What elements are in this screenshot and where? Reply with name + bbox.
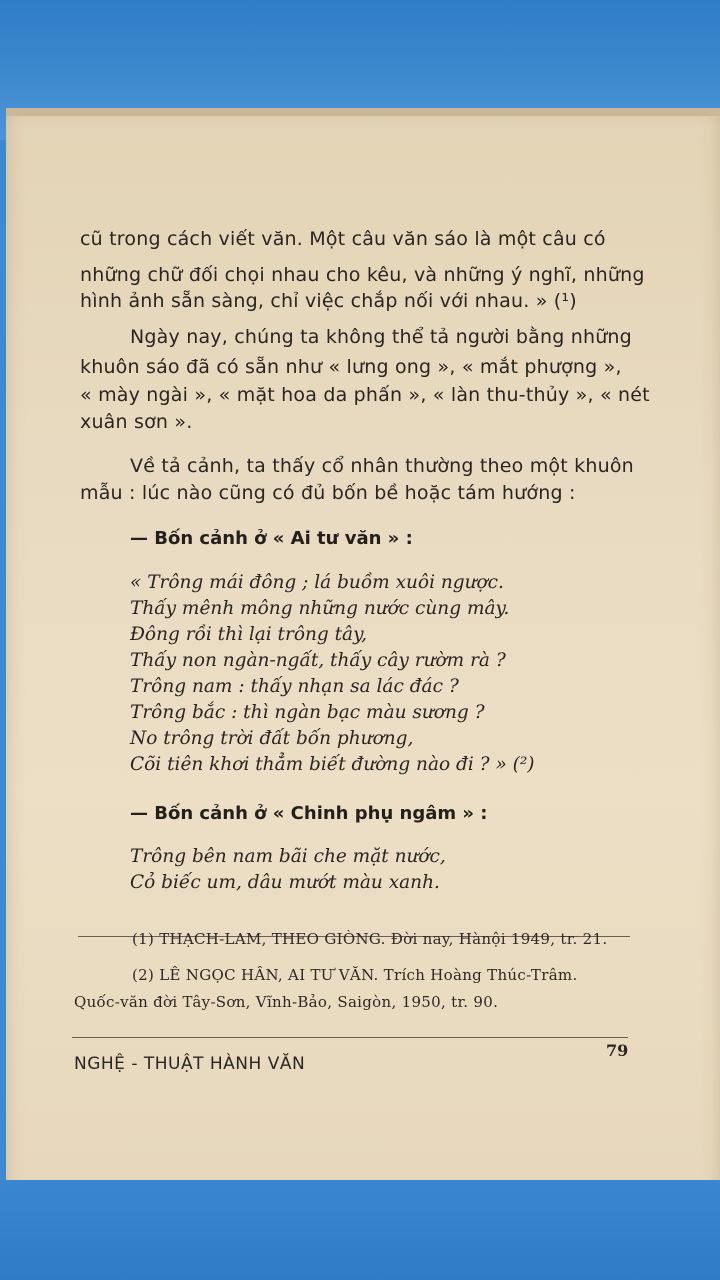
footnote: Quốc-văn đời Tây-Sơn, Vĩnh-Bảo, Saigòn, 1950, tr. 90. bbox=[74, 993, 499, 1011]
paragraph-line: những chữ đối chọi nhau cho kêu, và những ý nghĩ, những bbox=[80, 264, 645, 286]
paragraph-line: khuôn sáo đã có sẵn như « lưng ong », « mắt phượng », bbox=[80, 356, 622, 378]
footnote: (1) THẠCH-LAM, THEO GIÒNG. Đời nay, Hànội 1949, tr. 21. bbox=[132, 930, 608, 948]
verse-line: Đông rồi thì lại trông tây, bbox=[130, 624, 367, 645]
verse-line: Thấy mênh mông những nước cùng mây. bbox=[130, 598, 510, 619]
page-top-edge bbox=[6, 108, 720, 116]
paragraph-line: « mày ngài », « mặt hoa da phấn », « làn thu-thủy », « nét bbox=[80, 384, 650, 406]
verse-line: No trông trời đất bốn phương, bbox=[130, 728, 414, 749]
book-title: NGHỆ - THUẬT HÀNH VĂN bbox=[74, 1054, 306, 1074]
footnote: (2) LÊ NGỌC HÂN, AI TƯ VĂN. Trích Hoàng Thúc-Trâm. bbox=[132, 966, 578, 984]
paragraph-line: mẫu : lúc nào cũng có đủ bốn bề hoặc tám hướng : bbox=[80, 482, 576, 504]
verse-line: Trông bên nam bãi che mặt nước, bbox=[130, 846, 446, 867]
paragraph-line: Về tả cảnh, ta thấy cổ nhân thường theo một khuôn bbox=[130, 455, 634, 477]
section-heading: — Bốn cảnh ở « Ai tư văn » : bbox=[130, 528, 413, 549]
verse-line: Thấy non ngàn-ngất, thấy cây rườm rà ? bbox=[130, 650, 506, 671]
page-number: 79 bbox=[606, 1041, 629, 1060]
verse-line: Cõi tiên khơi thẳm biết đường nào đi ? » (²) bbox=[130, 754, 535, 775]
footer-divider bbox=[72, 1037, 628, 1038]
paragraph-line: Ngày nay, chúng ta không thể tả người bằng những bbox=[130, 326, 632, 348]
verse-line: Trông bắc : thì ngàn bạc màu sương ? bbox=[130, 702, 485, 723]
verse-line: Trông nam : thấy nhạn sa lác đác ? bbox=[130, 676, 459, 697]
verse-line: « Trông mái đông ; lá buồm xuôi ngược. bbox=[130, 572, 504, 593]
section-heading: — Bốn cảnh ở « Chinh phụ ngâm » : bbox=[130, 803, 488, 824]
paragraph-line: xuân sơn ». bbox=[80, 411, 193, 433]
verse-line: Cỏ biếc um, dâu mướt màu xanh. bbox=[130, 872, 440, 893]
paragraph-line: hình ảnh sẵn sàng, chỉ việc chắp nối với nhau. » (¹) bbox=[80, 290, 577, 312]
background-bottom bbox=[0, 1180, 720, 1280]
paragraph-line: cũ trong cách viết văn. Một câu văn sáo là một câu có bbox=[80, 228, 606, 250]
